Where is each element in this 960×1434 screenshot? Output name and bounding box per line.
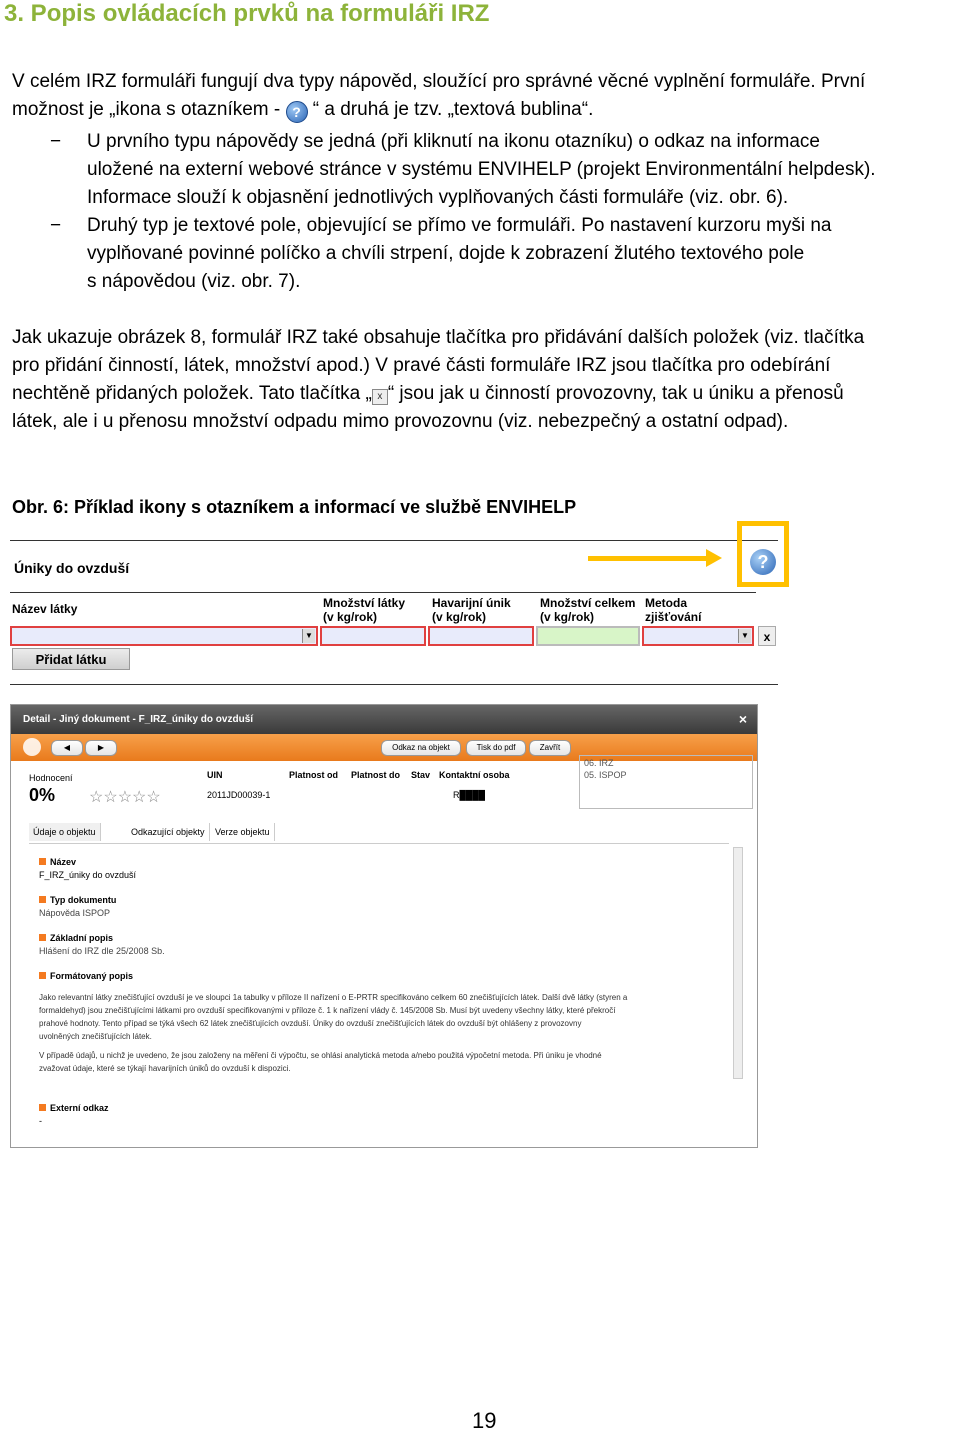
basic-label: Základní popis: [39, 933, 113, 943]
col-uin: UIN: [207, 770, 223, 780]
para2-line-2: pro přidání činností, látek, množství apod.) V pravé části formuláře IRZ jsou tlačítka pro odebírání: [12, 355, 831, 376]
formatted-label: Formátovaný popis: [39, 971, 133, 981]
scrollbar[interactable]: [733, 847, 743, 1079]
col-accident: Havarijní únik (v kg/rok): [432, 596, 511, 624]
envihelp-screenshot: [10, 704, 758, 1148]
intro-line-1: V celém IRZ formuláři fungují dva typy nápověd, sloužící pro správné věcné vyplnění formuláře. První: [12, 71, 866, 92]
intro-line-2b: “ a druhá je tzv. „textová bublina“.: [307, 99, 594, 120]
para2-line-3b: “ jsou jak u činností provozovny, tak u úniku a přenosů: [387, 383, 844, 404]
remove-row-button[interactable]: x: [758, 626, 776, 646]
side-item-2[interactable]: 05. ISPOP: [584, 770, 627, 780]
forward-button[interactable]: ▶: [85, 740, 117, 756]
col-method: Metoda zjišťování: [645, 596, 702, 624]
question-icon: ?: [286, 101, 308, 123]
col-valid-to: Platnost do: [351, 770, 400, 780]
para2-line-3a: nechtěně přidaných položek. Tato tlačítka „: [12, 383, 372, 404]
quantity-input[interactable]: [320, 626, 426, 646]
col-status: Stav: [411, 770, 431, 780]
rating-label: Hodnocení: [29, 773, 73, 783]
col-total: Množství celkem (v kg/rok): [540, 596, 636, 624]
col-valid-from: Platnost od: [289, 770, 338, 780]
window-title: Detail - Jiný dokument - F_IRZ_úniky do ovzduší: [23, 714, 254, 725]
rating-value: 0%: [29, 785, 56, 805]
back-button[interactable]: ◀: [51, 740, 83, 756]
type-value: Nápověda ISPOP: [39, 908, 111, 918]
name-label: Název: [39, 857, 76, 867]
help-question-icon[interactable]: ?: [750, 549, 776, 575]
chevron-down-icon: ▼: [302, 629, 315, 643]
print-pdf-button[interactable]: Tisk do pdf: [466, 740, 526, 756]
bullet-1-line-3: Informace slouží k objasnění jednotlivých vyplňovaných části formuláře (viz. obr. 6).: [87, 187, 789, 208]
form-emissions: [10, 540, 778, 688]
add-substance-button[interactable]: Přidat látku: [12, 648, 130, 670]
bullet-dash-1: −: [50, 131, 62, 152]
basic-value: Hlášení do IRZ dle 25/2008 Sb.: [39, 946, 165, 956]
contact-value: R████: [453, 790, 486, 800]
col-contact: Kontaktní osoba: [439, 770, 510, 780]
col-substance-name: Název látky: [12, 602, 78, 616]
type-label: Typ dokumentu: [39, 895, 116, 905]
bullet-2-line-1: Druhý typ je textové pole, objevující se přímo ve formuláři. Po nastavení kurzoru myši na: [87, 215, 832, 236]
close-icon[interactable]: ×: [738, 711, 747, 727]
side-list: [579, 755, 753, 809]
bullet-2-line-2: vyplňované povinné políčko a chvíli strpení, dojde k zobrazení žlutého textového pole: [87, 243, 805, 264]
intro-line-2: [12, 96, 956, 124]
total-field: [536, 626, 640, 646]
name-value: F_IRZ_úniky do ovzduší: [39, 870, 137, 880]
substance-select[interactable]: [10, 626, 318, 646]
figure-caption: Obr. 6: Příklad ikony s otazníkem a informací ve službě ENVIHELP: [12, 497, 577, 517]
uin-value: 2011JD00039-1: [207, 790, 271, 800]
window-titlebar: [11, 705, 757, 734]
section-heading: 3. Popis ovládacích prvků na formuláři IRZ: [4, 0, 490, 27]
para2-line-3: [12, 380, 956, 408]
tab-referencing-objects[interactable]: Odkazující objekty: [127, 823, 210, 841]
tab-bar: [29, 823, 729, 844]
external-link-value: -: [39, 1116, 42, 1126]
side-item-1[interactable]: 06. IRZ: [584, 758, 614, 768]
tab-object-data[interactable]: Údaje o objektu: [29, 823, 101, 841]
star-rating[interactable]: ☆☆☆☆☆: [89, 789, 161, 806]
tab-object-versions[interactable]: Verze objektu: [211, 823, 275, 841]
chevron-down-icon: ▼: [738, 629, 751, 643]
col-quantity: Množství látky (v kg/rok): [323, 596, 406, 624]
remove-icon: x: [372, 389, 388, 405]
page-number: 19: [472, 1408, 497, 1433]
accident-input[interactable]: [428, 626, 534, 646]
arrow-indicator: [588, 556, 708, 561]
close-button[interactable]: Zavřít: [529, 740, 571, 756]
intro-line-2a: možnost je „ikona s otazníkem -: [12, 99, 286, 120]
bullet-2-line-3: s nápovědou (viz. obr. 7).: [87, 271, 301, 292]
link-object-button[interactable]: Odkaz na objekt: [381, 740, 461, 756]
bullet-1-line-1: U prvního typu nápovědy se jedná (při kliknutí na ikonu otazníku) o odkaz na informace: [87, 131, 820, 152]
form-title: Úniky do ovzduší: [14, 560, 130, 576]
arrowhead: [706, 549, 722, 567]
para2-line-1: Jak ukazuje obrázek 8, formulář IRZ také obsahuje tlačítka pro přidávání dalších položek (viz. tlačítka: [12, 327, 865, 348]
para2-line-4: látek, ale i u přenosu množství odpadu mimo provozovnu (viz. nebezpečný a ostatní odpad).: [12, 411, 789, 432]
method-select[interactable]: [642, 626, 754, 646]
formatted-description: Jako relevantní látky znečišťující ovzduší je ve sloupci 1a tabulky v příloze II nařízení o E-PRTR specifikováno celkem 60 znečišťujících látek. Další dvě látky (styren a formaldehyd) jsou znečišťujícími látkami pro ovzduší specifikovanými v příloze č. 1 k nařízení vlády č. 145/2008 Sb. Musí být uvedeny všechny látky, které překročí prahové hodnoty. Tento případ se týká všech 62 látek znečišťujících ovzduší. Úniky do ovzduší znečišťujících látek do ovzduší být ohlášeny z provozovny uvolněných znečišťujících látek. V případě údajů, u nichž je uvedeno, že jsou založeny na měření či výpočtu, se ohlási analytická metoda a/nebo použitá výpočetní metoda. Při úniku je vhodné zvažovat údaje, které se týkají havarijních úniků do ovzduší k dispozici.: [39, 993, 628, 1073]
link-icon[interactable]: [23, 738, 41, 756]
bullet-dash-2: −: [50, 215, 62, 236]
external-link-label: Externí odkaz: [39, 1103, 109, 1113]
bullet-1-line-2: uložené na externí webové stránce v systému ENVIHELP (projekt Environmentální helpdesk).: [87, 159, 876, 180]
